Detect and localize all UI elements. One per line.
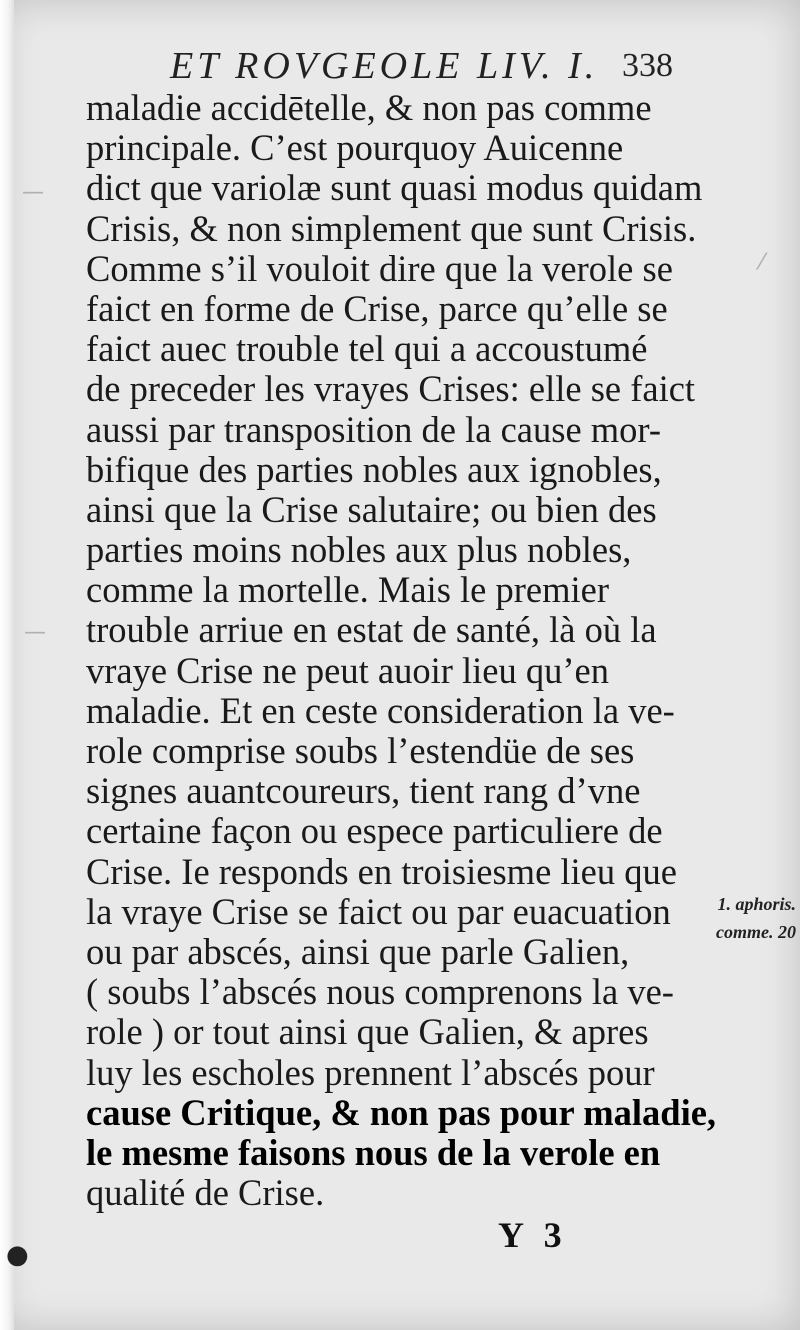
page-header xyxy=(170,40,673,92)
running-title: ET ROVGEOLE LIV. I. xyxy=(170,45,599,87)
text-line: parties moins nobles aux plus nobles, xyxy=(86,529,632,571)
text-line: Crise. Ie responds en troisiesme lieu que xyxy=(86,850,677,892)
page-number: 338 xyxy=(622,47,673,84)
margin-note-line: 1. aphoris. xyxy=(717,894,796,914)
margin-note-line: comme. 20 xyxy=(716,922,796,942)
text-line: faict en forme de Crise, parce qu’elle se xyxy=(86,287,668,329)
text-line: role ) or tout ainsi que Galien, & apres xyxy=(86,1011,649,1053)
text-line: qualité de Crise. xyxy=(86,1172,325,1214)
text-line: la vraye Crise se faict ou par euacuation xyxy=(86,890,671,932)
signature-mark: Y 3 xyxy=(498,1215,568,1255)
text-line: ou par abscés, ainsi que parle Galien, xyxy=(86,930,630,972)
pencil-mark: ⁄ xyxy=(760,250,764,275)
text-line: cause Critique, & non pas pour maladie, xyxy=(86,1091,717,1133)
pencil-mark: — xyxy=(22,180,44,205)
margin-note xyxy=(676,890,796,946)
text-line: signes auantcoureurs, tient rang d’vne xyxy=(86,770,641,812)
text-line: de preceder les vrayes Crises: elle se faict xyxy=(86,368,696,410)
text-line: maladie. Et en ceste consideration la ve- xyxy=(86,689,675,731)
text-line: luy les escholes prennent l’abscés pour xyxy=(86,1051,655,1093)
text-line: le mesme faisons nous de la verole en xyxy=(86,1131,661,1173)
text-line: role comprise soubs l’estendüe de ses xyxy=(86,730,635,771)
text-line: dict que variolæ sunt quasi modus quidam xyxy=(86,167,703,209)
text-line: certaine façon ou espece particuliere de xyxy=(86,810,663,852)
text-line: vraye Crise ne peut auoir lieu qu’en xyxy=(86,649,609,691)
text-line: ainsi que la Crise salutaire; ou bien des xyxy=(86,488,657,530)
ink-spot: ● xyxy=(6,1240,29,1270)
text-line: bifique des parties nobles aux ignobles, xyxy=(86,448,662,490)
text-line: Comme s’il vouloit dire que la verole se xyxy=(86,247,673,289)
text-line: faict auec trouble tel qui a accoustumé xyxy=(86,328,648,370)
text-line: Crisis, & non simplement que sunt Crisis. xyxy=(86,207,697,249)
body-text xyxy=(86,87,717,1214)
page-edge xyxy=(0,0,14,1330)
text-line: trouble arriue en estat de santé, là où la xyxy=(86,609,657,651)
pencil-mark: — xyxy=(24,620,46,645)
text-line: maladie accidētelle, & non pas comme xyxy=(86,87,652,128)
text-line: principale. C’est pourquoy Auicenne xyxy=(86,127,624,169)
text-line: aussi par transposition de la cause mor- xyxy=(86,408,661,450)
text-line: ( soubs l’abscés nous comprenons la ve- xyxy=(86,971,674,1013)
text-line: comme la mortelle. Mais le premier xyxy=(86,569,609,611)
